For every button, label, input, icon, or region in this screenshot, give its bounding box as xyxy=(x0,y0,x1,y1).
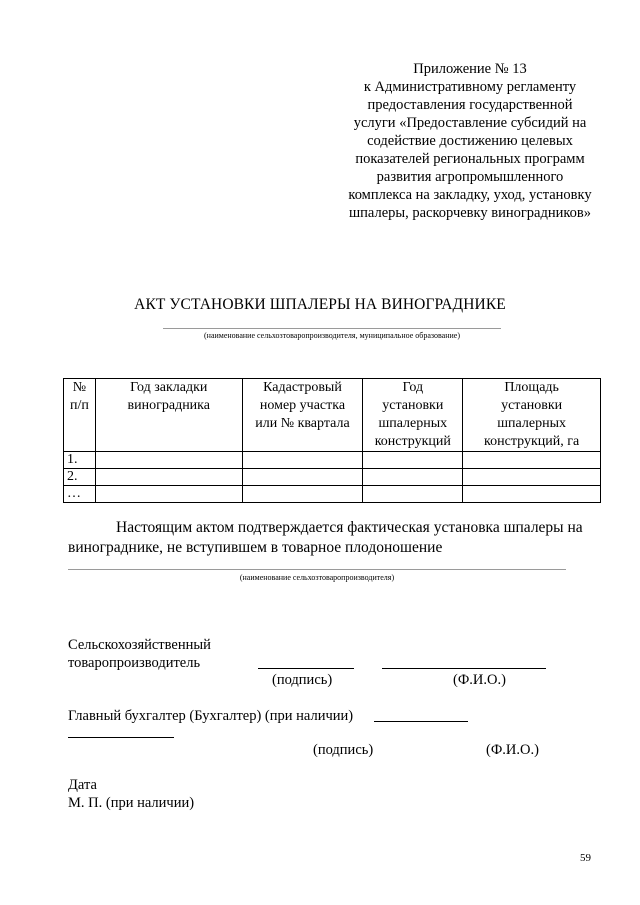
col-number-header: № п/п xyxy=(64,379,96,452)
producer-name-line xyxy=(163,328,501,329)
table-row xyxy=(64,486,601,503)
confirmation-line-1: Настоящим актом подтверждается фактическая установка шпалеры на xyxy=(116,519,583,536)
table-cell[interactable] xyxy=(363,452,463,469)
accountant-name-label: (Ф.И.О.) xyxy=(486,742,539,758)
confirmation-caption: (наименование сельхозтоваропроизводителя) xyxy=(239,573,395,582)
table-row xyxy=(64,452,601,469)
table-cell[interactable]: 2. xyxy=(64,469,96,486)
producer-label-line-2: товаропроизводитель xyxy=(68,655,201,671)
appendix-line: Приложение № 13 xyxy=(413,61,527,77)
producer-name-label: (Ф.И.О.) xyxy=(453,672,506,688)
col-planting-year-header: Год закладки виноградника xyxy=(95,379,242,452)
table-cell[interactable]: … xyxy=(64,486,96,503)
table-cell[interactable] xyxy=(463,452,601,469)
table-cell[interactable] xyxy=(242,452,363,469)
accountant-name-field[interactable] xyxy=(68,737,174,738)
appendix-line: содействие достижению целевых xyxy=(367,133,573,149)
confirmation-name-line xyxy=(68,569,566,570)
producer-caption: (наименование сельхозтоваропроизводителя, муниципальное образование) xyxy=(204,331,460,340)
col-cadastral-header: Кадастровый номер участка или № квартала xyxy=(242,379,363,452)
installation-table xyxy=(63,378,601,503)
page-number: 59 xyxy=(580,852,591,864)
appendix-line: предоставления государственной xyxy=(367,97,573,113)
appendix-line: шпалеры, раскорчевку виноградников» xyxy=(348,205,592,221)
table-cell[interactable]: 1. xyxy=(64,452,96,469)
date-label: Дата xyxy=(68,777,97,793)
producer-label-line-1: Сельскохозяйственный xyxy=(68,637,211,653)
appendix-line: показателей региональных программ xyxy=(355,151,585,167)
appendix-line: услуги «Предоставление субсидий на xyxy=(353,115,587,131)
producer-signature-line[interactable] xyxy=(258,668,354,669)
table-cell[interactable] xyxy=(242,469,363,486)
table-cell[interactable] xyxy=(95,452,242,469)
accountant-signature-line[interactable] xyxy=(374,721,468,722)
accountant-label: Главный бухгалтер (Бухгалтер) (при наличии) xyxy=(68,708,354,724)
table-header-row xyxy=(64,379,601,452)
table-cell[interactable] xyxy=(363,486,463,503)
accountant-signature-label: (подпись) xyxy=(313,742,374,758)
appendix-line: развития агропромышленного xyxy=(376,169,564,185)
table-cell[interactable] xyxy=(95,486,242,503)
document-title: АКТ УСТАНОВКИ ШПАЛЕРЫ НА ВИНОГРАДНИКЕ xyxy=(134,296,506,313)
col-area-header: Площадь установки шпалерных конструкций, га xyxy=(463,379,601,452)
appendix-header xyxy=(330,60,610,222)
table-cell[interactable] xyxy=(95,469,242,486)
appendix-line: комплекса на закладку, уход, установку xyxy=(348,187,592,203)
col-install-year-header: Год установки шпалерных конструкций xyxy=(363,379,463,452)
table-row xyxy=(64,469,601,486)
appendix-line: к Административному регламенту xyxy=(363,79,577,95)
table-cell[interactable] xyxy=(463,486,601,503)
producer-name-field[interactable] xyxy=(382,668,546,669)
confirmation-line-2: винограднике, не вступившем в товарное плодоношение xyxy=(68,539,443,556)
table-cell[interactable] xyxy=(242,486,363,503)
stamp-label: М. П. (при наличии) xyxy=(68,795,195,811)
producer-signature-label: (подпись) xyxy=(272,672,333,688)
table-cell[interactable] xyxy=(363,469,463,486)
table-cell[interactable] xyxy=(463,469,601,486)
